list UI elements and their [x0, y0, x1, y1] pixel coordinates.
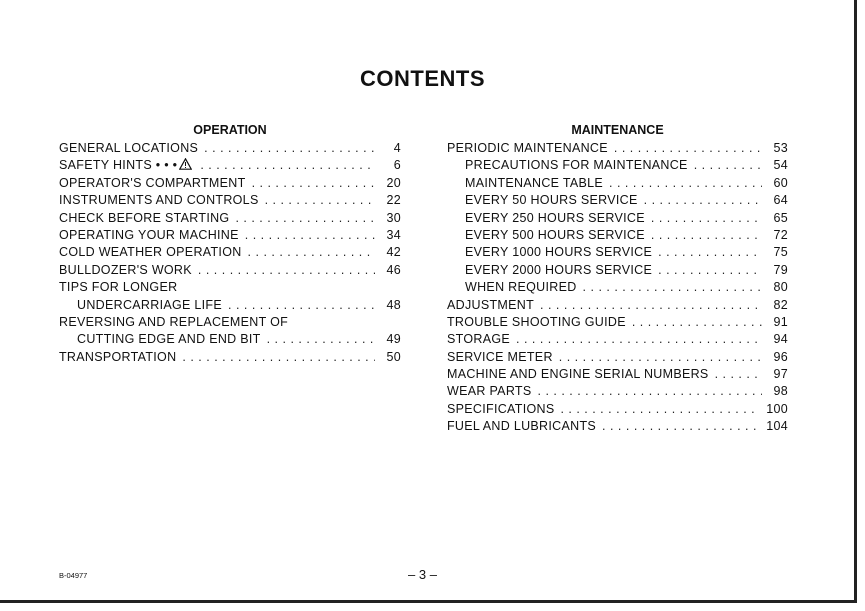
page-number: – 3 –: [408, 567, 437, 582]
toc-entry-check-before-starting: CHECK BEFORE STARTING . . . 30: [59, 210, 401, 227]
toc-entry-every-2000-hours: EVERY 2000 HOURS SERVICE . . . 79: [447, 262, 788, 279]
toc-entry-wear-parts: WEAR PARTS . . . 98: [447, 383, 788, 400]
toc-entry-instruments-and-controls: INSTRUMENTS AND CONTROLS . . . 22: [59, 192, 401, 209]
toc-entry-every-250-hours: EVERY 250 HOURS SERVICE . . . 65: [447, 210, 788, 227]
document-code: B-04977: [59, 571, 88, 580]
warning-triangle-icon: [179, 158, 192, 170]
toc-entry-reversing-and-replacement: REVERSING AND REPLACEMENT OF: [59, 314, 289, 329]
operation-section: [59, 122, 401, 366]
maintenance-section: [447, 122, 788, 436]
toc-entry-operators-compartment: OPERATOR'S COMPARTMENT . . . 20: [59, 175, 401, 192]
toc-entry-every-50-hours: EVERY 50 HOURS SERVICE . . . 64: [447, 192, 788, 209]
toc-entry-storage: STORAGE . . . 94: [447, 331, 788, 348]
operation-heading: OPERATION: [193, 123, 267, 137]
toc-entry-transportation: TRANSPORTATION . . . 50: [59, 349, 401, 366]
toc-entry-cold-weather-operation: COLD WEATHER OPERATION . . . 42: [59, 244, 401, 261]
toc-entry-adjustment: ADJUSTMENT . . . 82: [447, 297, 788, 314]
toc-entry-safety-hints: SAFETY HINTS • • • . . . 6: [59, 157, 401, 174]
toc-entry-fuel-and-lubricants: FUEL AND LUBRICANTS . . . 104: [447, 418, 788, 435]
toc-entry-when-required: WHEN REQUIRED . . . 80: [447, 279, 788, 296]
toc-entry-trouble-shooting-guide: TROUBLE SHOOTING GUIDE . . . 91: [447, 314, 788, 331]
toc-entry-operating-your-machine: OPERATING YOUR MACHINE . . . 34: [59, 227, 401, 244]
toc-entry-periodic-maintenance: PERIODIC MAINTENANCE . . . 53: [447, 140, 788, 157]
toc-entry-tips-for-longer: TIPS FOR LONGER: [59, 280, 178, 295]
toc-entry-bulldozers-work: BULLDOZER'S WORK . . . 46: [59, 262, 401, 279]
toc-entry-cutting-edge-and-end-bit: CUTTING EDGE AND END BIT . . . 49: [59, 331, 401, 348]
page-title: CONTENTS: [360, 66, 485, 91]
toc-entry-serial-numbers: MACHINE AND ENGINE SERIAL NUMBERS . . . 97: [447, 366, 788, 383]
maintenance-heading: MAINTENANCE: [571, 123, 664, 137]
toc-entry-every-1000-hours: EVERY 1000 HOURS SERVICE . . . 75: [447, 244, 788, 261]
toc-entry-precautions-for-maintenance: PRECAUTIONS FOR MAINTENANCE . . . 54: [447, 157, 788, 174]
toc-entry-undercarriage-life: UNDERCARRIAGE LIFE . . . 48: [59, 297, 401, 314]
toc-entry-general-locations: GENERAL LOCATIONS . . . 4: [59, 140, 401, 157]
toc-entry-every-500-hours: EVERY 500 HOURS SERVICE . . . 72: [447, 227, 788, 244]
toc-entry-specifications: SPECIFICATIONS . . . 100: [447, 401, 788, 418]
toc-entry-service-meter: SERVICE METER . . . 96: [447, 349, 788, 366]
toc-entry-maintenance-table: MAINTENANCE TABLE . . . 60: [447, 175, 788, 192]
